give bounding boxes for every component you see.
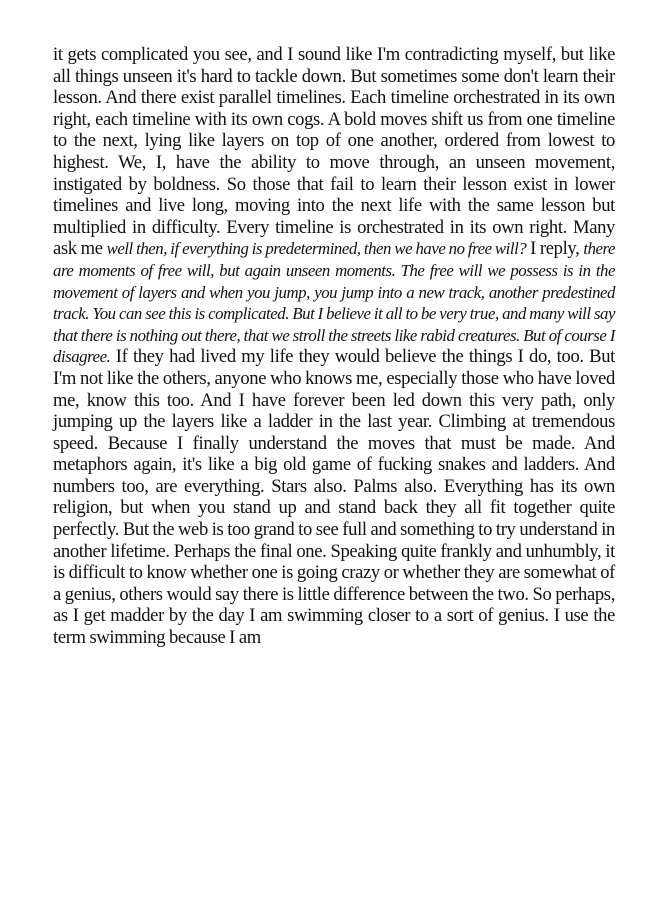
italic-quote: there are moments of free will, but again unseen moments. The free will we possess is in the movement of layers and when you jump, you jump into a new track, another predestined track. You can see this is complicated. But I believe it all to be very true, and many will say that there is nothing out there, that we stroll the streets like rabid creatures. But of course I disagree. [53,239,615,367]
text-segment: If they had lived my life they would believe the things I do, too. But I'm not like the others, anyone who knows me, especially those who have loved me, know this too. And I have forever been led down this very path, only jumping up the layers like a ladder in the last year. Climbing at tremendous speed. Because I finally understand the moves that must be made. And metaphors again, it's like a big old game of fucking snakes and ladders. And numbers too, are everything. Stars also. Palms also. Everything has its own religion, but when you stand up and stand back they all fit together quite perfectly. But the web is too grand to see full and something to try understand in another lifetime. Perhaps the final one. Speaking quite frankly and unhumbly, it is difficult to know whether one is going crazy or whether they are somewhat of a genius, others would say there is little difference between the two. So perhaps, as I get madder by the day I am swimming closer to a sort of genius. I use the term swimming because I am [53,346,615,649]
text-segment: it gets complicated you see, and I sound like I'm contradicting myself, but like all things unseen it's hard to tackle down. But sometimes some don't learn their lesson. And there exist parallel timelines. Each timeline orchestrated in its own right, each timeline with its own cogs. A bold moves shift us from one timeline to the next, lying like layers on top of one another, ordered from lowest to highest. We, I, have the ability to move through, an unseen movement, instigated by boldness. So those that fail to learn their lesson exist in lower timelines and live long, moving into the next life with the same lesson but multiplied in difficulty. Every timeline is orchestrated in its own right. Many ask me [53,44,615,260]
italic-quote: well then, if everything is predetermined, then we have no free will? [106,239,527,259]
body-paragraph [53,44,615,649]
text-segment: I reply, [526,238,584,260]
document-page [53,44,615,649]
